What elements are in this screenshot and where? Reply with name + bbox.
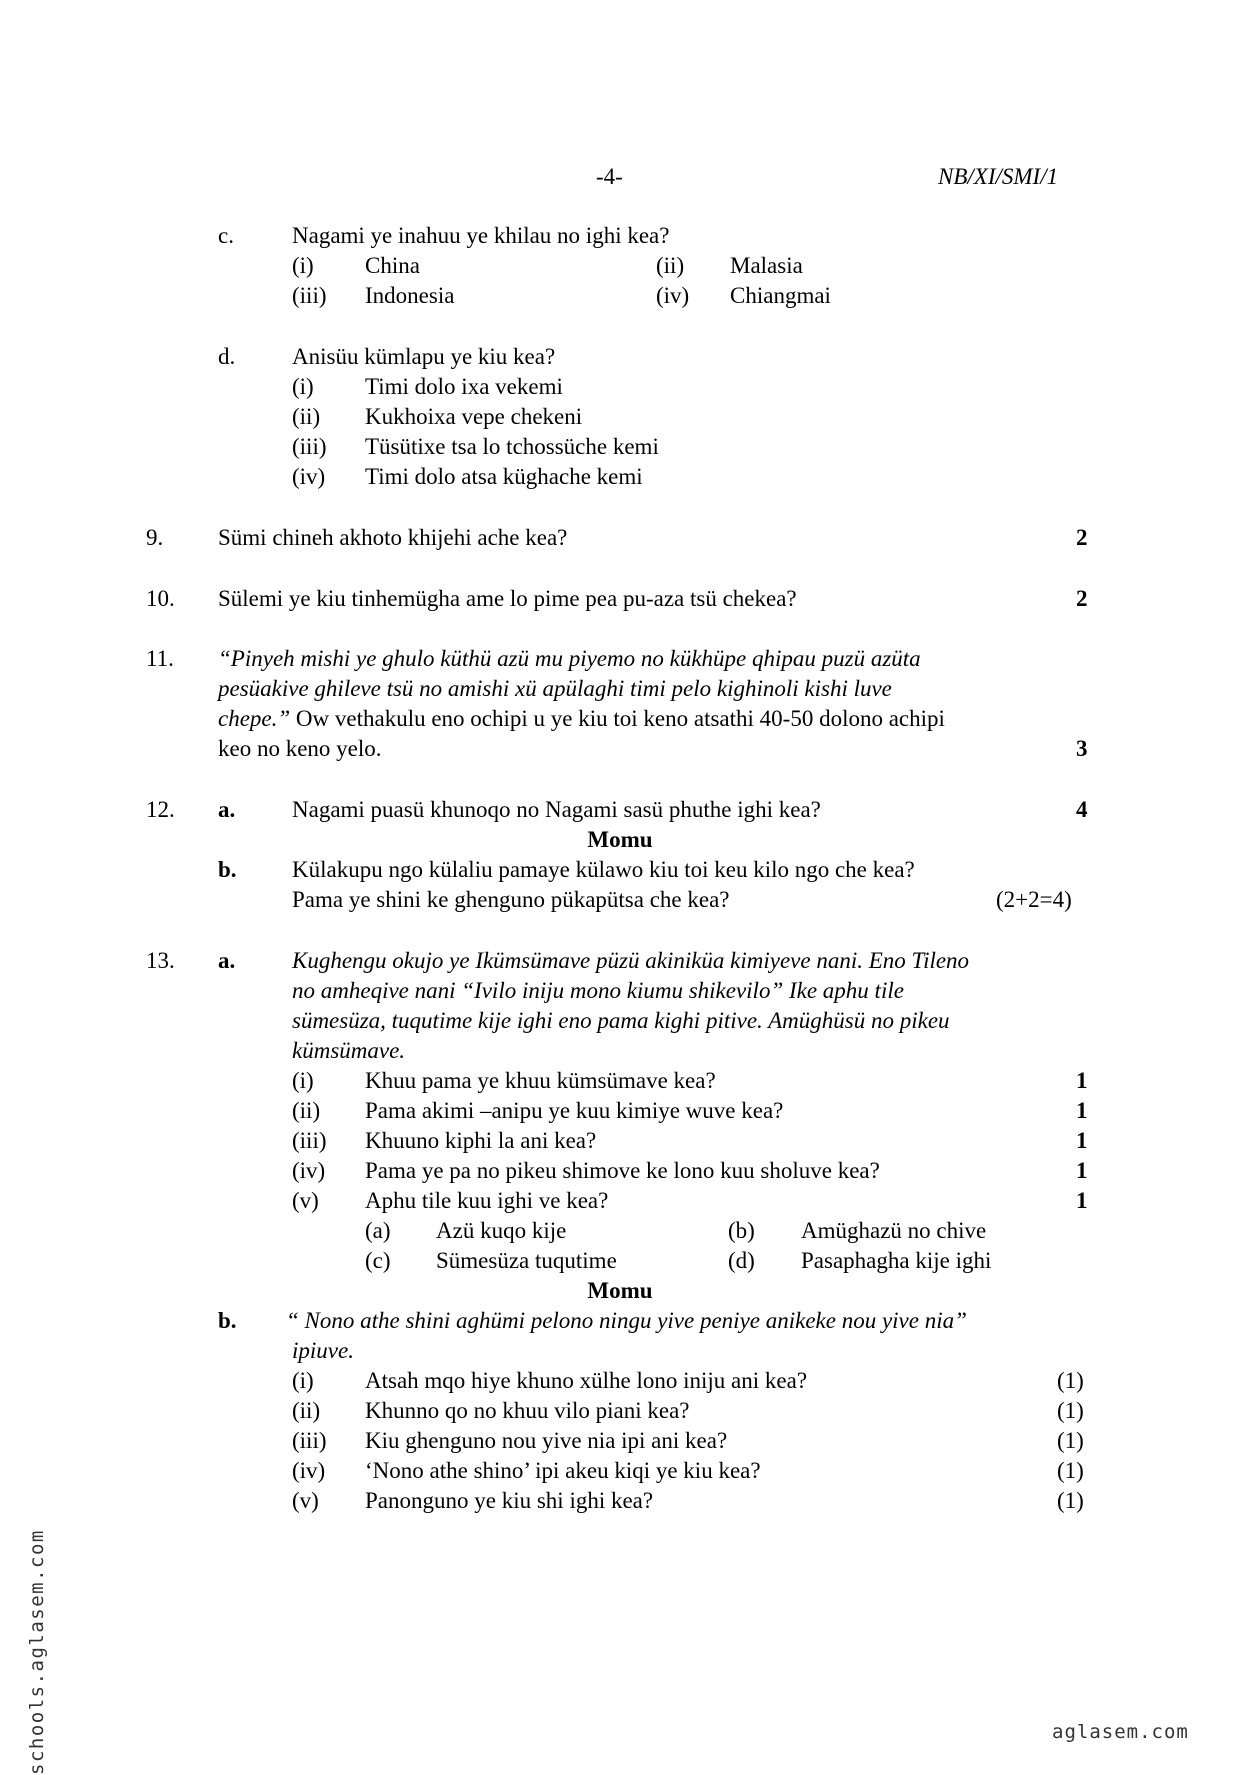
item-number: (v) [292, 1188, 319, 1213]
question-text: Nagami ye inahuu ye khilau no ighi kea? [292, 223, 670, 248]
option-number: (ii) [292, 404, 321, 429]
item-marks: (1) [1057, 1398, 1084, 1423]
paper-code: NB/XI/SMI/1 [938, 164, 1059, 189]
item-number: (iv) [292, 1158, 326, 1183]
item-marks: (1) [1057, 1488, 1084, 1513]
question-marks: (2+2=4) [996, 887, 1072, 912]
item-number: (ii) [292, 1398, 321, 1423]
passage-line: Kughengu okujo ye Ikümsümave püzü akiniküa kimiyeve nani. Eno Tileno [292, 948, 970, 973]
question-text: Pama ye shini ke ghenguno pükapütsa che kea? [292, 887, 730, 912]
item-number: (iii) [292, 1128, 327, 1153]
passage-line: no amheqive nani “Ivilo iniju mono kiumu shikevilo” Ike aphu tile [292, 978, 904, 1003]
question-label: d. [218, 344, 236, 369]
sub-option-number: (d) [728, 1248, 755, 1273]
item-number: (ii) [292, 1098, 321, 1123]
question-marks: 4 [1076, 797, 1088, 822]
option-number: (ii) [656, 253, 685, 278]
item-text: ‘Nono athe shino’ ipi akeu kiqi ye kiu kea? [365, 1458, 761, 1483]
quote-line: “ Nono athe shini aghümi pelono ningu yive peniye anikeke nou yive nia” [286, 1308, 967, 1333]
option-text: China [365, 253, 420, 278]
item-text: Pama ye pa no pikeu shimove ke lono kuu sholuve kea? [365, 1158, 880, 1183]
sub-option-text: Sümesüza tuqutime [436, 1248, 617, 1273]
item-number: (iv) [292, 1458, 326, 1483]
item-text: Pama akimi –anipu ye kuu kimiye wuve kea? [365, 1098, 784, 1123]
sub-option-text: Pasaphagha kije ighi [801, 1248, 992, 1273]
item-marks: 1 [1076, 1068, 1088, 1093]
sub-option-number: (c) [365, 1248, 391, 1273]
option-number: (iii) [292, 434, 327, 459]
option-number: (iv) [656, 283, 690, 308]
option-text: Timi dolo ixa vekemi [365, 374, 563, 399]
item-text: Panonguno ye kiu shi ighi kea? [365, 1488, 654, 1513]
option-text: Malasia [730, 253, 803, 278]
question-marks: 2 [1076, 586, 1088, 611]
question-marks: 3 [1076, 736, 1088, 761]
item-number: (i) [292, 1068, 314, 1093]
option-text: Timi dolo atsa küghache kemi [365, 464, 643, 489]
page-number: -4- [596, 164, 623, 189]
part-label: b. [218, 857, 237, 882]
question-text: Ow vethakulu eno ochipi u ye kiu toi keno atsathi 40-50 dolono achipi [290, 706, 945, 731]
item-number: (v) [292, 1488, 319, 1513]
item-number: (i) [292, 1368, 314, 1393]
item-text: Khunno qo no khuu vilo piani kea? [365, 1398, 690, 1423]
question-number: 11. [146, 646, 174, 671]
question-marks: 2 [1076, 525, 1088, 550]
sub-option-text: Azü kuqo kije [436, 1218, 567, 1243]
question-text: Nagami puasü khunoqo no Nagami sasü phuthe ighi kea? [292, 797, 821, 822]
option-number: (i) [292, 374, 314, 399]
item-marks: (1) [1057, 1428, 1084, 1453]
item-marks: 1 [1076, 1098, 1088, 1123]
question-number: 10. [146, 586, 175, 611]
option-text: Tüsütixe tsa lo tchossüche kemi [365, 434, 659, 459]
option-number: (iv) [292, 464, 326, 489]
option-text: Indonesia [365, 283, 455, 308]
item-marks: (1) [1057, 1458, 1084, 1483]
quote-line: ipiuve. [292, 1338, 354, 1363]
item-text: Khuuno kiphi la ani kea? [365, 1128, 597, 1153]
quote-line: pesüakive ghileve tsü no amishi xü apülaghi timi pelo kighinoli kishi luve [218, 676, 892, 701]
part-label: b. [218, 1308, 237, 1333]
question-label: c. [218, 223, 234, 248]
question-number: 9. [146, 525, 164, 550]
item-text: Aphu tile kuu ighi ve kea? [365, 1188, 609, 1213]
item-text: Kiu ghenguno nou yive nia ipi ani kea? [365, 1428, 728, 1453]
sub-option-text: Amüghazü no chive [801, 1218, 987, 1243]
or-separator: Momu [587, 1278, 653, 1303]
part-label: a. [218, 948, 236, 973]
or-separator: Momu [587, 827, 653, 852]
side-watermark: schools.aglasem.com [26, 1529, 48, 1775]
option-text: Kukhoixa vepe chekeni [365, 404, 583, 429]
question-text: keo no keno yelo. [218, 736, 382, 761]
item-marks: 1 [1076, 1128, 1088, 1153]
item-marks: (1) [1057, 1368, 1084, 1393]
item-text: Atsah mqo hiye khuno xülhe lono iniju ani kea? [365, 1368, 808, 1393]
question-text: Sülemi ye kiu tinhemügha ame lo pime pea pu-aza tsü chekea? [218, 586, 797, 611]
item-marks: 1 [1076, 1158, 1088, 1183]
item-number: (iii) [292, 1428, 327, 1453]
footer-watermark: aglasem.com [1052, 1721, 1189, 1743]
part-label: a. [218, 797, 236, 822]
item-marks: 1 [1076, 1188, 1088, 1213]
quote-line: chepe.” [218, 706, 291, 731]
sub-option-number: (b) [728, 1218, 755, 1243]
question-number: 12. [146, 797, 175, 822]
option-text: Chiangmai [730, 283, 831, 308]
mixed-line [218, 704, 945, 734]
question-number: 13. [146, 948, 175, 973]
question-text: Anisüu kümlapu ye kiu kea? [292, 344, 556, 369]
question-text: Külakupu ngo külaliu pamaye külawo kiu toi keu kilo ngo che kea? [292, 857, 915, 882]
option-number: (iii) [292, 283, 327, 308]
item-text: Khuu pama ye khuu kümsümave kea? [365, 1068, 716, 1093]
option-number: (i) [292, 253, 314, 278]
passage-line: kümsümave. [292, 1038, 406, 1063]
passage-line: sümesüza, tuqutime kije ighi eno pama kighi pitive. Amüghüsü no pikeu [292, 1008, 950, 1033]
sub-option-number: (a) [365, 1218, 391, 1243]
question-text: Sümi chineh akhoto khijehi ache kea? [218, 525, 568, 550]
quote-line: “Pinyeh mishi ye ghulo küthü azü mu piyemo no kükhüpe qhipau puzü azüta [218, 646, 921, 671]
